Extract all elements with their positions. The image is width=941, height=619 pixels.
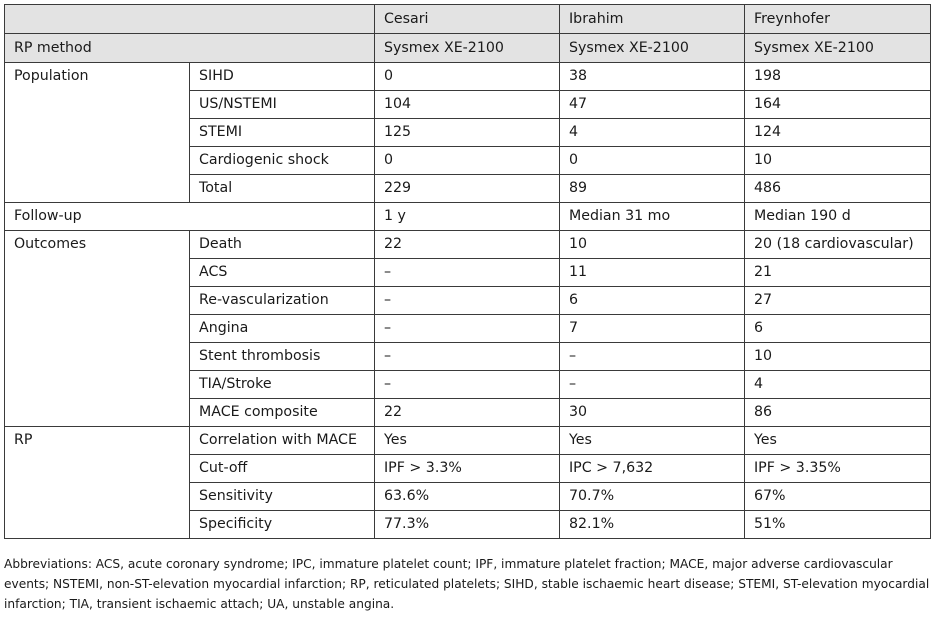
- rp-method-row: [5, 34, 931, 63]
- cell-value: –: [375, 315, 560, 343]
- cell-value: –: [560, 343, 745, 371]
- cell-value: Yes: [745, 427, 931, 455]
- cell-value: Yes: [375, 427, 560, 455]
- rp-row: [5, 427, 931, 455]
- cell-value: Yes: [560, 427, 745, 455]
- row-label: SIHD: [190, 63, 375, 91]
- cell-value: 124: [745, 119, 931, 147]
- cell-value: IPF > 3.35%: [745, 455, 931, 483]
- rp-method-value: Sysmex XE-2100: [375, 34, 560, 63]
- row-label: Death: [190, 231, 375, 259]
- follow-up-row: [5, 203, 931, 231]
- cell-value: 22: [375, 231, 560, 259]
- cell-value: 89: [560, 175, 745, 203]
- cell-value: 125: [375, 119, 560, 147]
- header-blank-cell: [5, 5, 375, 34]
- cell-value: 77.3%: [375, 511, 560, 539]
- row-label: Correlation with MACE: [190, 427, 375, 455]
- cell-value: 198: [745, 63, 931, 91]
- cell-value: 82.1%: [560, 511, 745, 539]
- cell-value: 0: [375, 147, 560, 175]
- cell-value: 4: [560, 119, 745, 147]
- cell-value: 10: [560, 231, 745, 259]
- cell-value: 10: [745, 343, 931, 371]
- rp-group-label: RP: [5, 427, 190, 539]
- row-label: STEMI: [190, 119, 375, 147]
- cell-value: IPF > 3.3%: [375, 455, 560, 483]
- cell-value: 30: [560, 399, 745, 427]
- cell-value: 21: [745, 259, 931, 287]
- study-header-freynhofer: Freynhofer: [745, 5, 931, 34]
- rp-method-label: RP method: [5, 34, 375, 63]
- row-label: TIA/Stroke: [190, 371, 375, 399]
- cell-value: 229: [375, 175, 560, 203]
- study-header-ibrahim: Ibrahim: [560, 5, 745, 34]
- row-label: MACE composite: [190, 399, 375, 427]
- follow-up-label: Follow-up: [5, 203, 375, 231]
- row-label: ACS: [190, 259, 375, 287]
- cell-value: 20 (18 cardiovascular): [745, 231, 931, 259]
- row-label: Re-vascularization: [190, 287, 375, 315]
- row-label: Sensitivity: [190, 483, 375, 511]
- cell-value: 38: [560, 63, 745, 91]
- population-row: [5, 63, 931, 91]
- population-group-label: Population: [5, 63, 190, 203]
- cell-value: 70.7%: [560, 483, 745, 511]
- cell-value: 6: [560, 287, 745, 315]
- cell-value: 4: [745, 371, 931, 399]
- row-label: Cardiogenic shock: [190, 147, 375, 175]
- row-label: Angina: [190, 315, 375, 343]
- row-label: Stent thrombosis: [190, 343, 375, 371]
- cell-value: 1 y: [375, 203, 560, 231]
- rp-method-value: Sysmex XE-2100: [560, 34, 745, 63]
- cell-value: –: [375, 343, 560, 371]
- abbreviations-footnote: Abbreviations: ACS, acute coronary syndrome; IPC, immature platelet count; IPF, immature platelet fraction; MACE, major adverse cardiovascular events; NSTEMI, non-ST-elevation myocardial infarction; RP, reticulated platelets; SIHD, stable ischaemic heart disease; STEMI, ST-elevation myocardial infarction; TIA, transient ischaemic attach; UA, unstable angina.: [4, 557, 930, 611]
- comparison-table: [4, 4, 931, 539]
- row-label: Specificity: [190, 511, 375, 539]
- cell-value: 27: [745, 287, 931, 315]
- cell-value: –: [560, 371, 745, 399]
- outcomes-row: [5, 231, 931, 259]
- row-label: Total: [190, 175, 375, 203]
- cell-value: 486: [745, 175, 931, 203]
- row-label: Cut-off: [190, 455, 375, 483]
- cell-value: 22: [375, 399, 560, 427]
- cell-value: 86: [745, 399, 931, 427]
- header-row: [5, 5, 931, 34]
- row-label: US/NSTEMI: [190, 91, 375, 119]
- cell-value: 0: [375, 63, 560, 91]
- cell-value: 6: [745, 315, 931, 343]
- cell-value: 11: [560, 259, 745, 287]
- cell-value: 7: [560, 315, 745, 343]
- cell-value: –: [375, 287, 560, 315]
- cell-value: Median 31 mo: [560, 203, 745, 231]
- cell-value: IPC > 7,632: [560, 455, 745, 483]
- cell-value: 47: [560, 91, 745, 119]
- outcomes-group-label: Outcomes: [5, 231, 190, 427]
- cell-value: –: [375, 259, 560, 287]
- cell-value: 10: [745, 147, 931, 175]
- rp-method-value: Sysmex XE-2100: [745, 34, 931, 63]
- cell-value: 104: [375, 91, 560, 119]
- cell-value: 51%: [745, 511, 931, 539]
- cell-value: 67%: [745, 483, 931, 511]
- study-header-cesari: Cesari: [375, 5, 560, 34]
- cell-value: 164: [745, 91, 931, 119]
- cell-value: Median 190 d: [745, 203, 931, 231]
- cell-value: 63.6%: [375, 483, 560, 511]
- cell-value: 0: [560, 147, 745, 175]
- cell-value: –: [375, 371, 560, 399]
